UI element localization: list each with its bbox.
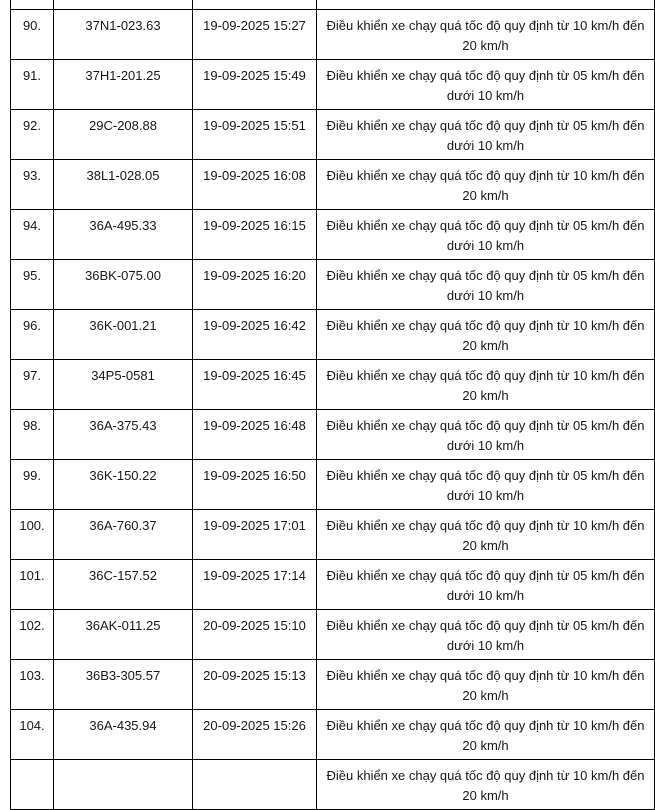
row-number-cell: 101. xyxy=(11,560,54,610)
license-plate-cell: 36A-495.33 xyxy=(54,210,193,260)
row-number-cell: 104. xyxy=(11,710,54,760)
violation-datetime-cell: 19-09-2025 17:14 xyxy=(193,560,317,610)
violation-datetime-cell: 19-09-2025 16:45 xyxy=(193,360,317,410)
license-plate-cell: 36K-001.21 xyxy=(54,310,193,360)
violation-description-cell: Điều khiển xe chạy quá tốc độ quy định từ 05 km/h đến dưới 10 km/h xyxy=(317,210,655,260)
table-row-partial-top xyxy=(11,0,655,10)
violation-description-cell: Điều khiển xe chạy quá tốc độ quy định từ 05 km/h đến dưới 10 km/h xyxy=(317,410,655,460)
violations-table-body xyxy=(11,0,655,810)
row-number-cell: 94. xyxy=(11,210,54,260)
violation-description-cell: Điều khiển xe chạy quá tốc độ quy định từ 10 km/h đến 20 km/h xyxy=(317,160,655,210)
violation-datetime-cell: 19-09-2025 16:08 xyxy=(193,160,317,210)
violation-description-cell: Điều khiển xe chạy quá tốc độ quy định từ 10 km/h đến 20 km/h xyxy=(317,660,655,710)
license-plate-cell: 37H1-201.25 xyxy=(54,60,193,110)
violation-datetime-cell: 19-09-2025 16:15 xyxy=(193,210,317,260)
violation-datetime-cell: 19-09-2025 16:42 xyxy=(193,310,317,360)
table-row xyxy=(11,110,655,160)
violation-datetime-cell: 19-09-2025 16:50 xyxy=(193,460,317,510)
row-number-cell: 98. xyxy=(11,410,54,460)
violation-description-cell: Điều khiển xe chạy quá tốc độ quy định từ 05 km/h đến dưới 10 km/h xyxy=(317,610,655,660)
row-number-cell: 99. xyxy=(11,460,54,510)
violation-datetime-cell: 20-09-2025 15:26 xyxy=(193,710,317,760)
violation-description-cell: Điều khiển xe chạy quá tốc độ quy định từ 10 km/h đến 20 km/h xyxy=(317,360,655,410)
violation-datetime-cell: 19-09-2025 16:20 xyxy=(193,260,317,310)
violation-description-cell: Điều khiển xe chạy quá tốc độ quy định từ 05 km/h đến dưới 10 km/h xyxy=(317,60,655,110)
license-plate-cell: 36A-375.43 xyxy=(54,410,193,460)
violation-datetime-cell xyxy=(193,0,317,10)
violation-description-cell: Điều khiển xe chạy quá tốc độ quy định từ 10 km/h đến 20 km/h xyxy=(317,310,655,360)
violation-description-cell: Điều khiển xe chạy quá tốc độ quy định từ 05 km/h đến dưới 10 km/h xyxy=(317,460,655,510)
violation-description-cell: Điều khiển xe chạy quá tốc độ quy định từ 05 km/h đến dưới 10 km/h xyxy=(317,560,655,610)
violations-table xyxy=(10,0,655,810)
table-row xyxy=(11,10,655,60)
row-number-cell xyxy=(11,760,54,810)
violation-description-cell: Điều khiển xe chạy quá tốc độ quy định từ 10 km/h đến 20 km/h xyxy=(317,10,655,60)
license-plate-cell: 29C-208.88 xyxy=(54,110,193,160)
violation-description-cell: Điều khiển xe chạy quá tốc độ quy định từ 10 km/h đến 20 km/h xyxy=(317,760,655,810)
violation-datetime-cell xyxy=(193,760,317,810)
table-row xyxy=(11,510,655,560)
license-plate-cell: 36A-760.37 xyxy=(54,510,193,560)
row-number-cell: 95. xyxy=(11,260,54,310)
row-number-cell: 93. xyxy=(11,160,54,210)
license-plate-cell: 34P5-0581 xyxy=(54,360,193,410)
license-plate-cell xyxy=(54,760,193,810)
violation-datetime-cell: 19-09-2025 15:51 xyxy=(193,110,317,160)
row-number-cell: 92. xyxy=(11,110,54,160)
violation-description-cell: Điều khiển xe chạy quá tốc độ quy định từ 05 km/h đến dưới 10 km/h xyxy=(317,260,655,310)
table-row xyxy=(11,210,655,260)
license-plate-cell: 38L1-028.05 xyxy=(54,160,193,210)
violation-description-cell xyxy=(317,0,655,10)
table-row xyxy=(11,60,655,110)
license-plate-cell xyxy=(54,0,193,10)
table-row xyxy=(11,710,655,760)
table-row xyxy=(11,560,655,610)
table-row xyxy=(11,610,655,660)
violation-datetime-cell: 20-09-2025 15:13 xyxy=(193,660,317,710)
violation-datetime-cell: 19-09-2025 15:49 xyxy=(193,60,317,110)
violation-description-cell: Điều khiển xe chạy quá tốc độ quy định từ 05 km/h đến dưới 10 km/h xyxy=(317,110,655,160)
table-row xyxy=(11,360,655,410)
row-number-cell: 103. xyxy=(11,660,54,710)
license-plate-cell: 37N1-023.63 xyxy=(54,10,193,60)
table-row xyxy=(11,260,655,310)
table-row xyxy=(11,410,655,460)
row-number-cell: 102. xyxy=(11,610,54,660)
violation-datetime-cell: 20-09-2025 15:10 xyxy=(193,610,317,660)
license-plate-cell: 36A-435.94 xyxy=(54,710,193,760)
license-plate-cell: 36B3-305.57 xyxy=(54,660,193,710)
violation-datetime-cell: 19-09-2025 17:01 xyxy=(193,510,317,560)
license-plate-cell: 36K-150.22 xyxy=(54,460,193,510)
row-number-cell: 97. xyxy=(11,360,54,410)
row-number-cell: 100. xyxy=(11,510,54,560)
row-number-cell: 90. xyxy=(11,10,54,60)
license-plate-cell: 36AK-011.25 xyxy=(54,610,193,660)
table-row-partial-bottom xyxy=(11,760,655,810)
table-row xyxy=(11,160,655,210)
table-row xyxy=(11,660,655,710)
violation-description-cell: Điều khiển xe chạy quá tốc độ quy định từ 10 km/h đến 20 km/h xyxy=(317,710,655,760)
violation-datetime-cell: 19-09-2025 15:27 xyxy=(193,10,317,60)
violation-datetime-cell: 19-09-2025 16:48 xyxy=(193,410,317,460)
license-plate-cell: 36C-157.52 xyxy=(54,560,193,610)
row-number-cell: 96. xyxy=(11,310,54,360)
license-plate-cell: 36BK-075.00 xyxy=(54,260,193,310)
row-number-cell: 91. xyxy=(11,60,54,110)
violation-description-cell: Điều khiển xe chạy quá tốc độ quy định từ 10 km/h đến 20 km/h xyxy=(317,510,655,560)
table-row xyxy=(11,460,655,510)
row-number-cell xyxy=(11,0,54,10)
table-row xyxy=(11,310,655,360)
